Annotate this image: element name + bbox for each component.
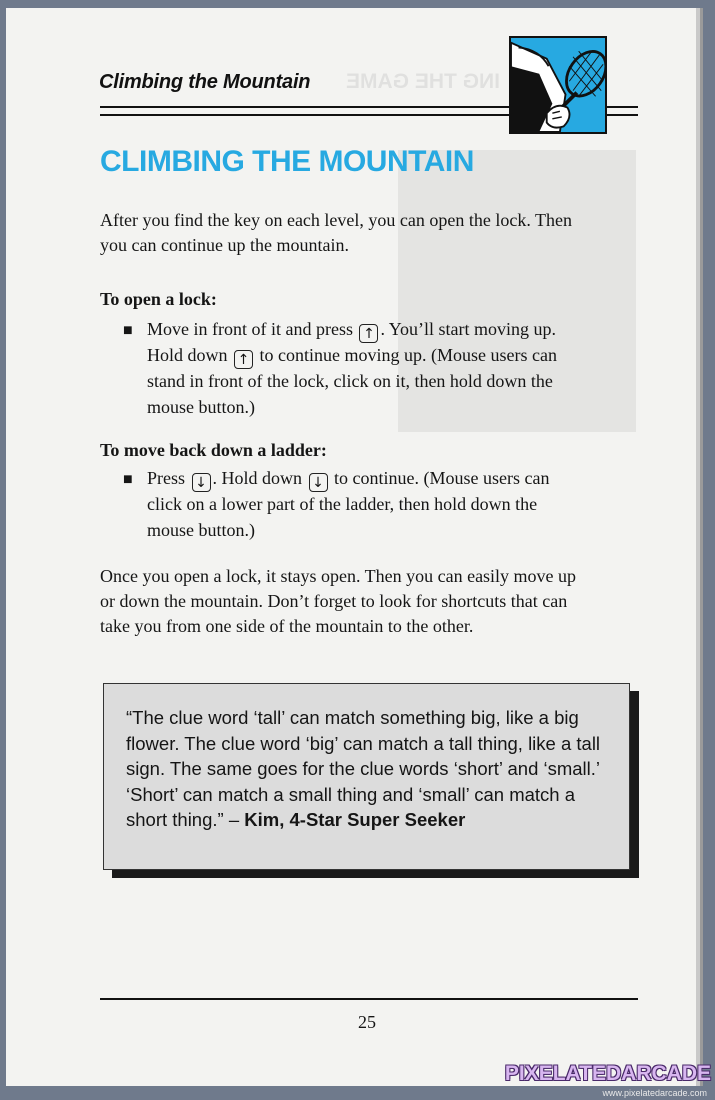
closing-paragraph: Once you open a lock, it stays open. Then you can easily move up or down the mountain. Don’t forget to look for shortcuts that can take you from one side of the mountain to the other. [100,566,577,636]
bullet-square-icon: ■ [123,471,133,488]
instruction-text: Press [147,468,190,488]
tip-quote [126,705,606,833]
tip-author: Kim, 4-Star Super Seeker [244,809,466,830]
instruction-text: to continue moving up. (Mouse users can stand in front of the lock, click on it, then hold down the mouse button.) [147,345,557,417]
page-number: 25 [358,1012,376,1032]
down-arrow-key-icon: ↓ [192,473,211,492]
footer-rule [100,998,638,1000]
intro-paragraph: After you find the key on each level, you can open the lock. Then you can continue up the mountain. [100,210,573,255]
instruction-text: . You’ll start moving up. Hold down [147,319,556,365]
move-down-heading: To move back down a ladder: [100,440,327,460]
move-down-instruction [147,466,587,543]
instruction-text: to continue. (Mouse users can click on a lower part of the ladder, then hold down the mouse button.) [147,468,550,540]
open-lock-heading: To open a lock: [100,289,217,309]
up-arrow-key-icon: ↑ [234,350,253,369]
instruction-text: . Hold down [212,468,307,488]
instruction-text: Move in front of it and press [147,319,358,339]
manual-page [6,8,696,1086]
running-header-title: Climbing the Mountain [99,71,311,93]
tip-box [103,683,630,870]
down-arrow-key-icon: ↓ [309,473,328,492]
page-title: CLIMBING THE MOUNTAIN [100,145,474,178]
open-lock-instruction [147,317,587,420]
tip-quote-text: “The clue word ‘tall’ can match something big, like a big flower. The clue word ‘big’ can match a tall thing, like a tall sign. The same goes for the clue words ‘short’ and ‘small.’ ‘Short’ can match a small thing and ‘small’ can match a short thing.” – [126,707,601,830]
bullet-square-icon: ■ [123,322,133,339]
watermark-url: www.pixelatedarcade.com [602,1088,707,1098]
up-arrow-key-icon: ↑ [359,324,378,343]
watermark-logo: PIXELATEDARCADE [504,1062,711,1085]
bleed-through-title: ING THE GAME [346,70,501,93]
seeker-with-net-icon [509,36,607,134]
